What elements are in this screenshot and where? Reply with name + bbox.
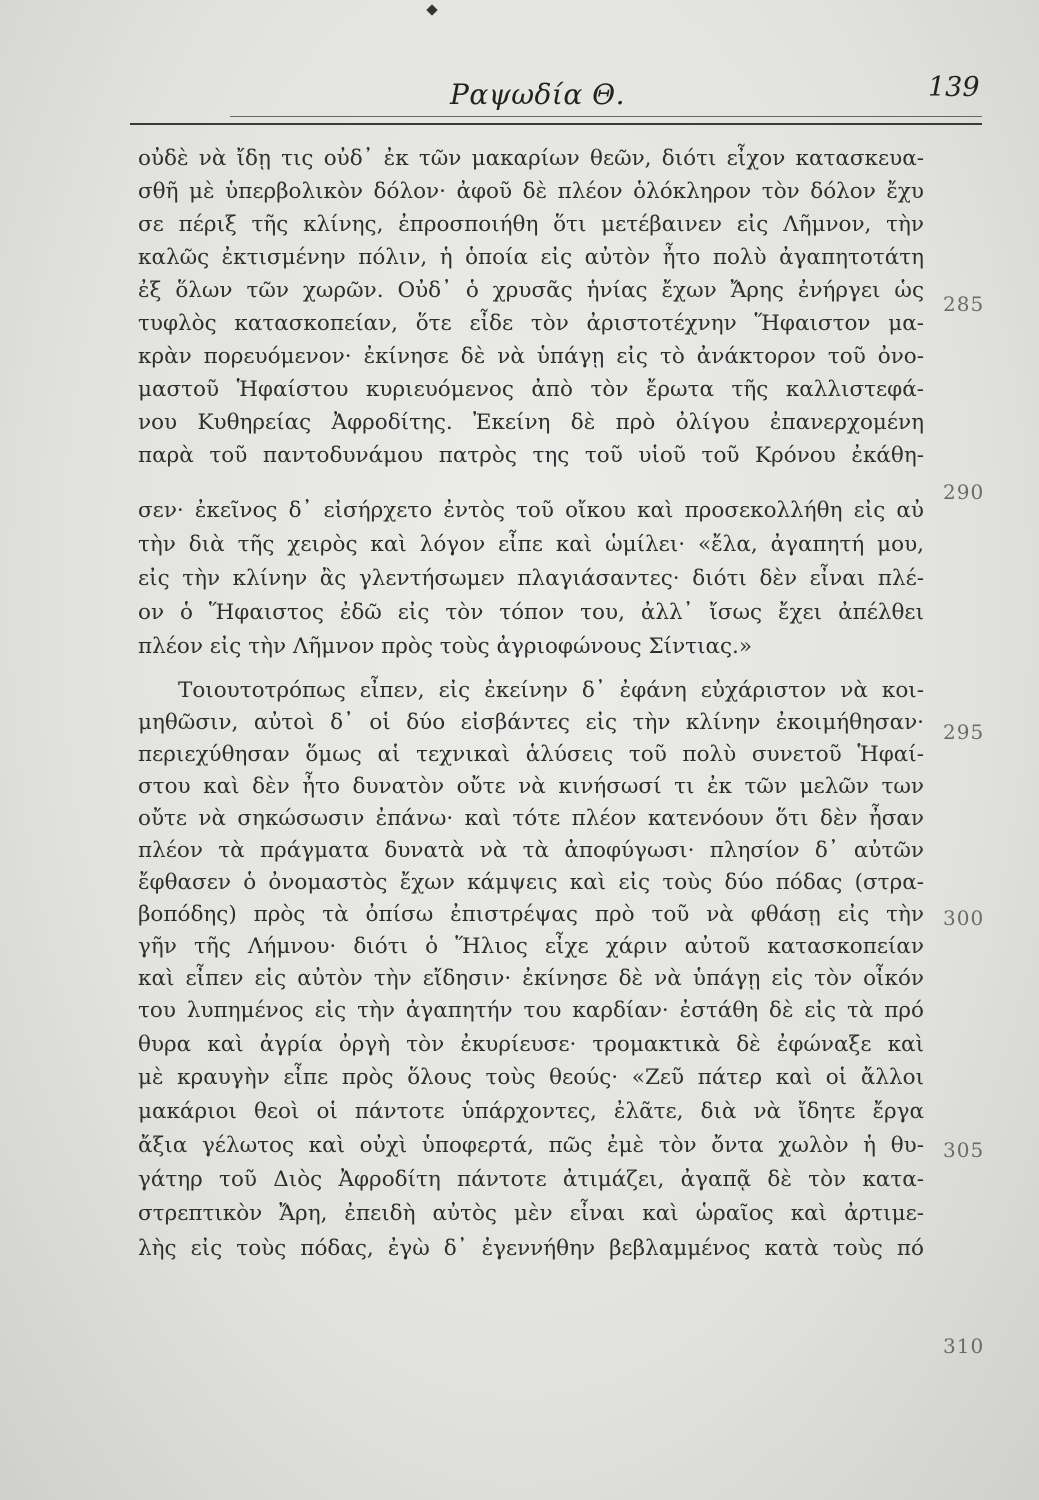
header-rule-thick	[130, 123, 982, 125]
text-line: παρὰ τοῦ παντοδυνάμου πατρὸς της τοῦ υἱοῦ τοῦ Κρόνου ἐκάθη-	[138, 443, 924, 468]
text-line: θυρα καὶ ἀγρία ὀργὴ τὸν ἐκυρίευσε· τρομακτικὰ δὲ ἐφώναξε καὶ	[138, 1032, 924, 1057]
header-rule-thin	[230, 116, 982, 117]
text-line: στου καὶ δὲν ἦτο δυνατὸν οὔτε νὰ κινήσωσί τι ἐκ τῶν μελῶν των	[138, 774, 924, 799]
text-line: εἰς τὴν κλίνην ἂς γλεντήσωμεν πλαγιάσαντες· διότι δὲν εἶναι πλέ-	[138, 566, 924, 591]
text-line: τὴν διὰ τῆς χειρὸς καὶ λόγον εἶπε καὶ ὡμίλει· «ἔλα, ἀγαπητή μου,	[138, 532, 924, 557]
text-line: τυφλὸς κατασκοπείαν, ὅτε εἶδε τὸν ἀριστοτέχνην Ἥφαιστον μα-	[138, 311, 924, 336]
text-line: γῆν τῆς Λήμνου· διότι ὁ Ἥλιος εἶχε χάριν αὐτοῦ κατασκοπείαν	[138, 934, 924, 959]
text-line: σθῆ μὲ ὑπερβολικὸν δόλον· ἀφοῦ δὲ πλέον ὁλόκληρον τὸν δόλον ἔχυ	[138, 179, 924, 204]
text-line: περιεχύθησαν ὅμως αἱ τεχνικαὶ ἁλύσεις τοῦ πολὺ συνετοῦ Ἡφαί-	[138, 742, 924, 767]
text-line: πλέον τὰ πράγματα δυνατὰ νὰ τὰ ἀποφύγωσι· πλησίον δ᾽ αὐτῶν	[138, 838, 924, 863]
text-line: του λυπημένος εἰς τὴν ἀγαπητήν του καρδίαν· ἐστάθη δὲ εἰς τὰ πρό	[138, 998, 924, 1023]
text-line: καὶ εἶπεν εἰς αὐτὸν τὴν εἴδησιν· ἐκίνησε δὲ νὰ ὑπάγῃ εἰς τὸν οἶκόν	[138, 966, 924, 991]
line-number-305: 305	[943, 1138, 985, 1162]
text-line: καλῶς ἐκτισμένην πόλιν, ἡ ὁποία εἰς αὐτὸν ἦτο πολὺ ἀγαπητοτάτη	[138, 245, 924, 270]
text-line: ἐξ ὅλων τῶν χωρῶν. Οὐδ᾽ ὁ χρυσᾶς ἡνίας ἔχων Ἄρης ἐνήργει ὡς	[138, 278, 924, 303]
ink-mark	[426, 4, 437, 15]
text-line: μακάριοι θεοὶ οἱ πάντοτε ὑπάρχοντες, ἐλᾶτε, διὰ νὰ ἴδητε ἔργα	[138, 1099, 924, 1124]
text-line: κρὰν πορευόμενον· ἐκίνησε δὲ νὰ ὑπάγῃ εἰς τὸ ἀνάκτορον τοῦ ὀνο-	[138, 344, 924, 369]
text-line: λὴς εἰς τοὺς πόδας, ἐγὼ δ᾽ ἐγεννήθην βεβλαμμένος κατὰ τοὺς πό	[138, 1236, 924, 1261]
text-line: μαστοῦ Ἡφαίστου κυριευόμενος ἀπὸ τὸν ἔρωτα τῆς καλλιστεφά-	[138, 377, 924, 402]
text-line: στρεπτικὸν Ἄρη, ἐπειδὴ αὐτὸς μὲν εἶναι καὶ ὡραῖος καὶ ἀρτιμε-	[138, 1201, 924, 1226]
text-line: οὔτε νὰ σηκώσωσιν ἐπάνω· καὶ τότε πλέον κατενόουν ὅτι δὲν ἦσαν	[138, 806, 924, 831]
line-number-290: 290	[943, 480, 985, 504]
text-line: σε πέριξ τῆς κλίνης, ἐπροσποιήθη ὅτι μετέβαινεν εἰς Λῆμνον, τὴν	[138, 212, 924, 237]
line-number-310: 310	[943, 1334, 985, 1358]
text-line: σεν· ἐκεῖνος δ᾽ εἰσήρχετο ἐντὸς τοῦ οἴκου καὶ προσεκολλήθη εἰς αὐ	[138, 498, 924, 523]
running-header-title: Ραψωδία Θ.	[450, 78, 626, 111]
text-line: ἔφθασεν ὁ ὀνομαστὸς ἔχων κάμψεις καὶ εἰς τοὺς δύο πόδας (στρα-	[138, 870, 924, 895]
text-line: ον ὁ Ἥφαιστος ἐδῶ εἰς τὸν τόπον του, ἀλλ᾽ ἴσως ἔχει ἀπέλθει	[138, 600, 924, 625]
text-line: νου Κυθηρείας Ἀφροδίτης. Ἐκείνη δὲ πρὸ ὀλίγου ἐπανερχομένη	[138, 410, 924, 435]
text-line: οὐδὲ νὰ ἴδῃ τις οὐδ᾽ ἐκ τῶν μακαρίων θεῶν, διότι εἶχον κατασκευα-	[138, 146, 924, 171]
page-number: 139	[928, 72, 980, 103]
text-line: πλέον εἰς τὴν Λῆμνον πρὸς τοὺς ἀγριοφώνους Σίντιας.»	[138, 634, 753, 659]
paragraph-start-line: Τοιουτοτρόπως εἶπεν, εἰς ἐκείνην δ᾽ ἐφάνη εὐχάριστον νὰ κοι-	[178, 678, 924, 703]
line-number-295: 295	[943, 720, 985, 744]
text-line: βοπόδης) πρὸς τὰ ὀπίσω ἐπιστρέψας πρὸ τοῦ νὰ φθάσῃ εἰς τὴν	[138, 902, 924, 927]
line-number-285: 285	[943, 292, 985, 316]
line-number-300: 300	[943, 906, 985, 930]
text-line: ἄξια γέλωτος καὶ οὐχὶ ὑποφερτά, πῶς ἐμὲ τὸν ὄντα χωλὸν ἡ θυ-	[138, 1133, 924, 1158]
text-line: μὲ κραυγὴν εἶπε πρὸς ὅλους τοὺς θεούς· «Ζεῦ πάτερ καὶ οἱ ἄλλοι	[138, 1065, 924, 1090]
text-line: γάτηρ τοῦ Διὸς Ἀφροδίτη πάντοτε ἀτιμάζει, ἀγαπᾷ δὲ τὸν κατα-	[138, 1167, 924, 1192]
text-line: μηθῶσιν, αὐτοὶ δ᾽ οἱ δύο εἰσβάντες εἰς τὴν κλίνην ἐκοιμήθησαν·	[138, 710, 924, 735]
